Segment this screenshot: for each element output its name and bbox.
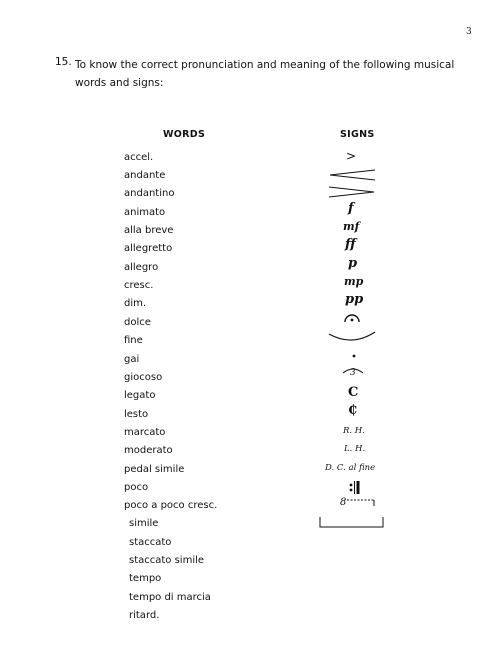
pianissimo-sign: pp: [345, 292, 364, 307]
word-cresc: cresc.: [124, 280, 154, 291]
word-alla-breve: alla breve: [124, 225, 174, 236]
fermata-icon: [344, 312, 360, 323]
mezzo-forte-sign: mf: [343, 220, 360, 233]
word-dolce: dolce: [124, 317, 151, 328]
right-hand-sign: R. H.: [343, 426, 365, 436]
page-number: 3: [466, 27, 472, 37]
word-staccato: staccato: [129, 537, 172, 548]
slur-icon: [328, 331, 376, 343]
mezzo-piano-sign: mp: [344, 275, 364, 288]
word-allegro: allegro: [124, 262, 159, 273]
word-poco: poco: [124, 482, 149, 493]
word-pedal-simile: pedal simile: [124, 464, 185, 475]
octave-sign: 8: [340, 497, 347, 508]
crescendo-hairpin-icon: [329, 169, 376, 181]
triplet-number: 3: [350, 368, 356, 378]
signs-heading: SIGNS: [340, 129, 375, 140]
word-staccato-simile: staccato simile: [129, 555, 205, 566]
words-heading: WORDS: [163, 129, 206, 140]
accent-sign: >: [346, 149, 357, 163]
word-fine: fine: [124, 335, 143, 346]
question-text: To know the correct pronunciation and meaning of the following musical words and signs:: [75, 59, 455, 89]
word-andante: andante: [124, 170, 166, 181]
piano-sign: p: [348, 256, 358, 271]
word-accel: accel.: [124, 152, 154, 163]
word-dim: dim.: [124, 298, 147, 309]
word-lesto: lesto: [124, 409, 149, 420]
bracket-icon: [319, 516, 385, 528]
forte-sign: f: [348, 201, 354, 216]
word-allegretto: allegretto: [124, 243, 173, 254]
left-hand-sign: L. H.: [344, 444, 366, 454]
dc-al-fine-sign: D. C. al fine: [325, 463, 376, 473]
word-simile: simile: [129, 518, 159, 529]
word-tempo-di-marcia: tempo di marcia: [129, 592, 211, 603]
staccato-dot-icon: [352, 354, 356, 358]
word-gai: gai: [124, 354, 140, 365]
common-time-sign: C: [348, 385, 359, 400]
word-legato: legato: [124, 390, 156, 401]
cut-time-sign: ₵: [348, 403, 358, 418]
word-ritard: ritard.: [129, 610, 160, 621]
fortissimo-sign: ff: [345, 237, 356, 252]
word-poco-a-poco-cresc: poco a poco cresc.: [124, 500, 218, 511]
word-marcato: marcato: [124, 427, 166, 438]
question-number: 15.: [55, 56, 72, 68]
word-andantino: andantino: [124, 188, 175, 199]
diminuendo-hairpin-icon: [328, 186, 375, 198]
octave-line-icon: [346, 498, 378, 508]
word-animato: animato: [124, 207, 166, 218]
word-moderato: moderato: [124, 445, 173, 456]
word-tempo: tempo: [129, 573, 162, 584]
word-giocoso: giocoso: [124, 372, 163, 383]
repeat-sign-icon: [349, 480, 361, 495]
